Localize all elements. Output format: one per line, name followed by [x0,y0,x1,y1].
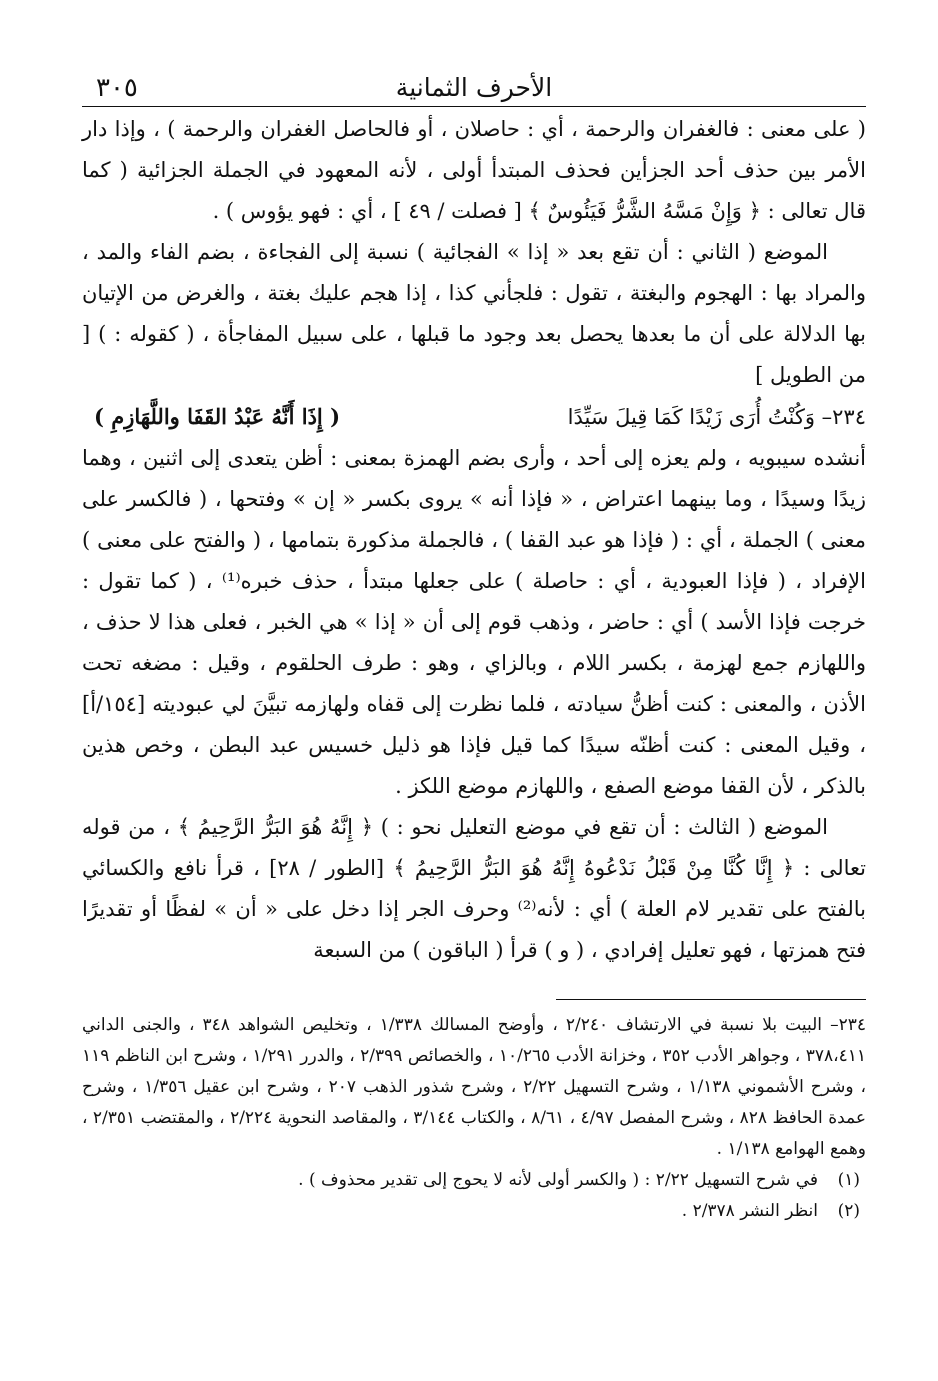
paragraph-2: الموضع ( الثاني : أن تقع بعد « إذا » الفجائية ) نسبة إلى الفجاءة ، بضم الفاء والمد ، والمراد بها : الهجوم والبغتة ، تقول : فلجأني كذا ، إذا هجم عليك بغتة ، والغرض من الإتيان بها الدلالة على أن ما بعدها يحصل بعد وجود ما قبلها ، على سبيل المفاجأة ، ( كقوله : ) [ من الطويل ] [82,240,866,387]
chapter-title: الأحرف الثمانية [395,73,553,102]
verse-first-hemistich: ٢٣٤– وَكُنْتُ أُرَى زَيْدًا كَمَا قِيلَ سَيِّدًا [567,405,866,429]
footnote-2-number: (٢) [837,1201,860,1221]
footnote-2 [82,1196,866,1227]
footnote-1 [82,1165,866,1196]
footnote-1-text: في شرح التسهيل ٢/٢٢ : ( والكسر أولى لأنه لا يحوج إلى تقدير محذوف ) . [298,1170,818,1190]
footnotes [82,1010,866,1227]
main-text [82,109,866,971]
footnote-verse-sources: ٢٣٤– البيت بلا نسبة في الارتشاف ٢/٢٤٠ ، وأوضح المسالك ١/٣٣٨ ، وتخليص الشواهد ٣٤٨ ، والجنى الداني ٣٧٨،٤١١ ، وجواهر الأدب ٣٥٢ ، وخزانة الأدب ١٠/٢٦٥ ، والخصائص ٢/٣٩٩ ، والدرر ١/٢٩١ ، وشرح ابن الناظم ١١٩ ، وشرح الأشموني ١/١٣٨ ، وشرح التسهيل ٢/٢٢ ، وشرح شذور الذهب ٢٠٧ ، وشرح ابن عقيل ١/٣٥٦ ، وشرح عمدة الحافظ ٨٢٨ ، وشرح المفصل ٤/٩٧ ، ٨/٦١ ، والكتاب ٣/١٤٤ ، والمقاصد النحوية ٢/٢٢٤ ، والمقتضب ٢/٣٥١ ، وهمع الهوامع ١/١٣٨ . [82,1015,867,1159]
verse-second-hemistich: ( إِذَا أَنَّهُ عَبْدُ القَفَا واللَّهَازِمِ ) [94,404,341,429]
page-number: ٣٠٥ [96,73,138,103]
footnote-1-number: (١) [837,1170,860,1190]
footnote-2-text: انظر النشر ٢/٣٧٨ . [681,1201,818,1221]
paragraph-4: الموضع ( الثالث : أن تقع في موضع التعليل نحو : ) ﴿ إِنَّهُ هُوَ البَرُّ الرَّحِيمُ ﴾ ، من قوله تعالى : ﴿ إِنَّا كُنَّا مِنْ قَبْلُ نَدْعُوهُ إِنَّهُ هُوَ البَرُّ الرَّحِيمُ ﴾ [الطور / ٢٨] ، قرأ نافع والكسائي بالفتح على تقدير لام العلة ) أي : لأنه⁽²⁾ وحرف الجر إذا دخل على « أن » لفظًا أو تقديرًا فتح همزتها ، فهو تعليل إفرادي ، ( و ) قرأ ( الباقون ) من السبعة [82,815,867,962]
paragraph-1: ( على معنى : فالغفران والرحمة ، أي : حاصلان ، أو فالحاصل الغفران والرحمة ) ، وإذا دار الأمر بين حذف أحد الجزأين فحذف المبتدأ أولى ، لأنه المعهود في الجملة الجزائية ( كما قال تعالى : ﴿ وَإِنْ مَسَّهُ الشَّرُّ فَيَئُوسٌ ﴾ [ فصلت / ٤٩ ] ، أي : فهو يؤوس ) . [82,117,866,223]
running-header [82,70,866,107]
poetry-verse [82,396,866,438]
footnote-separator-wrap [82,971,866,1000]
paragraph-3: أنشده سيبويه ، ولم يعزه إلى أحد ، وأرى بضم الهمزة بمعنى : أظن يتعدى إلى اثنين ، وهما زيدًا وسيدًا ، وما بينهما اعتراض ، « فإذا أنه » يروى بكسر « إن » وفتحها ، ( فالكسر على معنى ) الجملة ، أي : ( فإذا هو عبد القفا ) ، فالجملة مذكورة بتمامها ، ( والفتح على معنى ) الإفراد ، ( فإذا العبودية ، أي : حاصلة ) على جعلها مبتدأ ، حذف خبره⁽¹⁾ ، ( كما تقول : خرجت فإذا الأسد ) أي : حاضر ، وذهب قوم إلى أن « إذا » هي الخبر ، فعلى هذا لا حذف ، واللهازم جمع لهزمة ، بكسر اللام ، وبالزاي ، وهو : طرف الحلقوم ، وقيل : مضغه تحت الأذن ، والمعنى : كنت أظنُّ سيادته ، فلما نظرت إلى قفاه ولهازمه تبيَّنَ لي عبوديته [١٥٤/أ] ، وقيل المعنى : كنت أظنّه سيدًا كما قيل فإذا هو ذليل خسيس عبد البطن ، وخص هذين بالذكر ، لأن القفا موضع الصفع ، واللهازم موضع اللكز . [82,446,866,798]
footnote-separator [556,999,866,1000]
